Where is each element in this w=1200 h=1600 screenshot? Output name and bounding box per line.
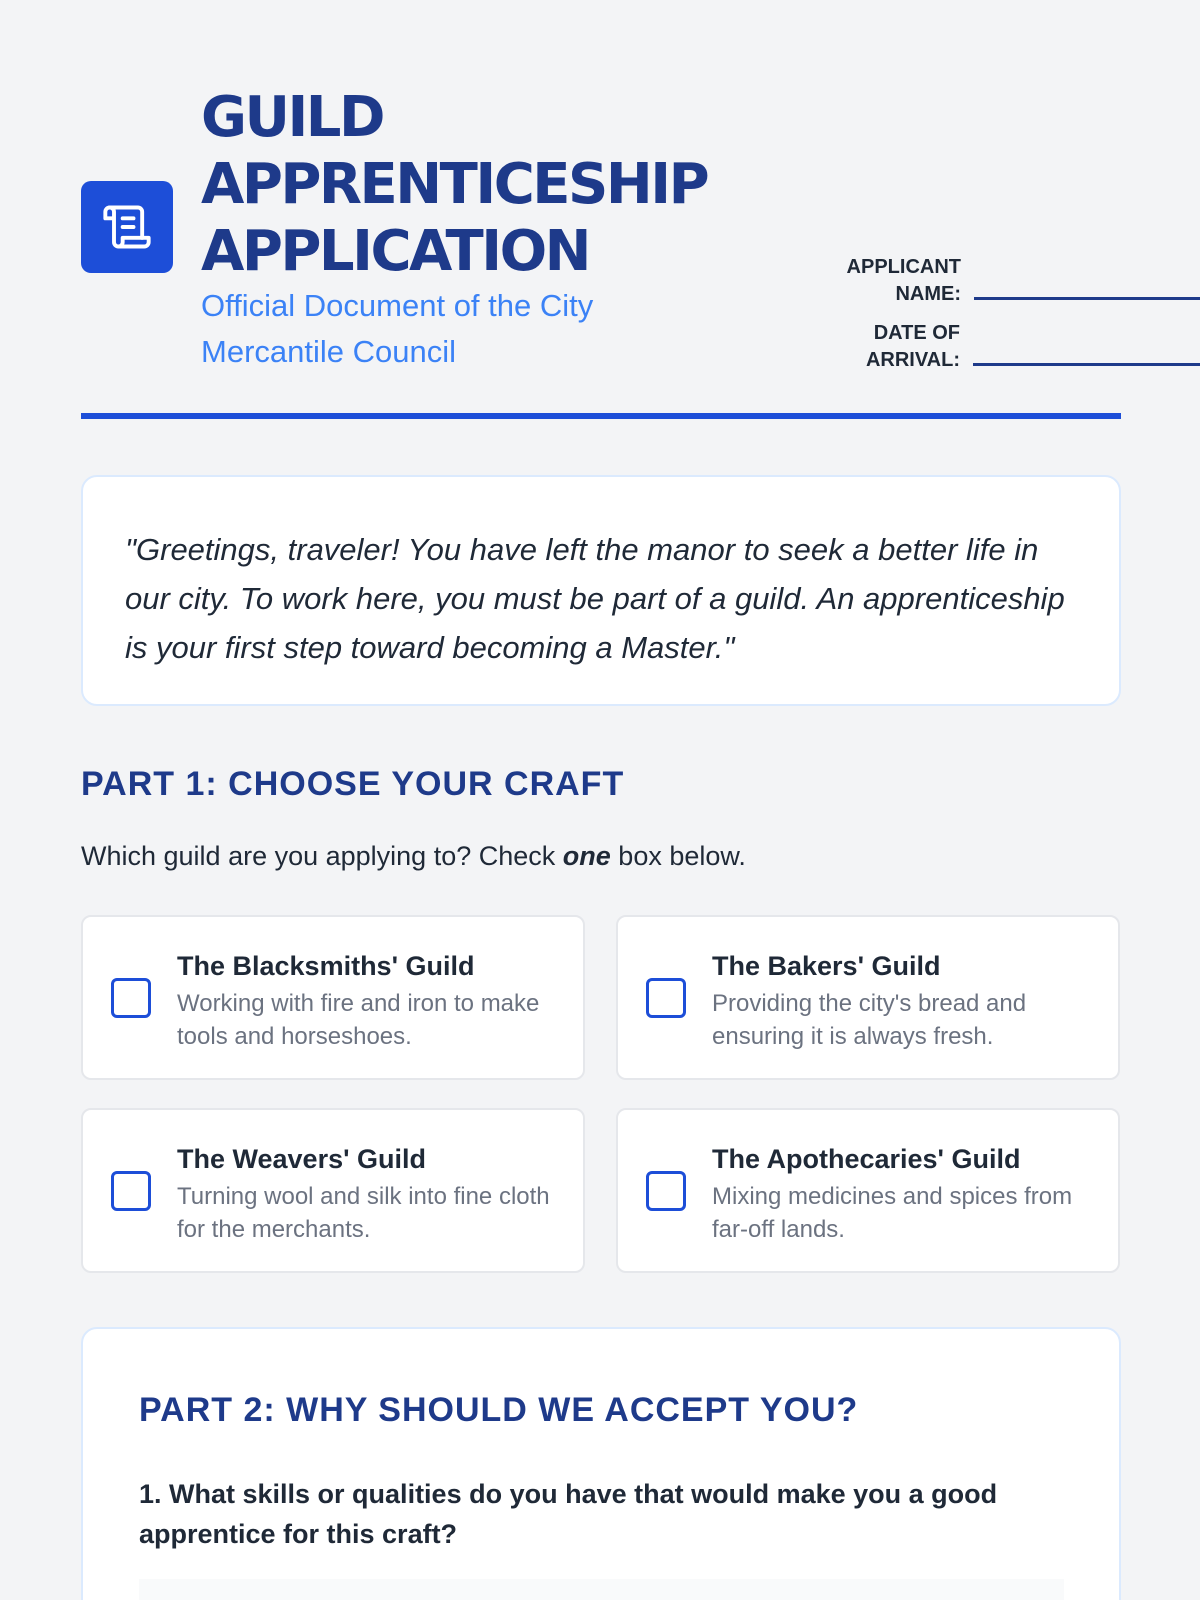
- guild-description: Turning wool and silk into fine cloth for the merchants.: [177, 1183, 550, 1243]
- applicant-name-field[interactable]: [974, 297, 1200, 300]
- application-form: [81, 0, 1121, 1549]
- answer-1-field[interactable]: [139, 1579, 1064, 1600]
- guild-checkbox[interactable]: [111, 1171, 151, 1211]
- label-line: NAME:: [895, 283, 961, 305]
- label-line: ARRIVAL:: [865, 349, 960, 371]
- intro-quote: "Greetings, traveler! You have left the manor to seek a better life in our city. To work here, you must be part of a guild. An apprenticeship is your first step toward becoming a Master.": [81, 475, 1121, 706]
- guild-option-weavers[interactable]: [81, 1108, 585, 1273]
- header-divider: [81, 413, 1121, 419]
- guild-option-bakers[interactable]: [616, 915, 1120, 1080]
- instructions-text: box below.: [610, 841, 746, 871]
- title-line: APPLICATION: [201, 219, 590, 284]
- label-line: APPLICANT: [846, 256, 961, 278]
- form-header: [81, 0, 1121, 420]
- instructions-text: Which guild are you applying to? Check: [81, 841, 563, 871]
- part2-section: [81, 1327, 1121, 1600]
- guild-description: Mixing medicines and spices from far-off lands.: [712, 1183, 1073, 1243]
- guild-name: The Apothecaries' Guild: [712, 1144, 1021, 1174]
- logo-badge: [81, 181, 173, 273]
- guild-name: The Weavers' Guild: [177, 1144, 426, 1174]
- scroll-icon: [101, 201, 153, 253]
- part1-instructions: [81, 838, 746, 874]
- guild-description: Providing the city's bread and ensuring it is always fresh.: [712, 990, 1027, 1050]
- date-of-arrival-label: [820, 320, 960, 374]
- guild-option-apothecaries[interactable]: [616, 1108, 1120, 1273]
- guild-checkbox[interactable]: [646, 1171, 686, 1211]
- guild-name: The Bakers' Guild: [712, 951, 941, 981]
- applicant-name-label: [821, 254, 961, 308]
- title-line: GUILD: [201, 85, 383, 150]
- instructions-emphasis: one: [562, 841, 611, 871]
- page-title: [201, 84, 761, 285]
- question-1: 1. What skills or qualities do you have that would make you a good apprentice for this craft?: [139, 1479, 998, 1549]
- guild-description: Working with fire and iron to make tools and horseshoes.: [177, 990, 540, 1050]
- guild-checkbox[interactable]: [646, 978, 686, 1018]
- label-line: DATE OF: [873, 322, 960, 344]
- guild-option-blacksmiths[interactable]: [81, 915, 585, 1080]
- part1-heading: PART 1: CHOOSE YOUR CRAFT: [81, 765, 625, 803]
- guild-checkbox[interactable]: [111, 978, 151, 1018]
- page-subtitle: Official Document of the City Mercantile Council: [201, 288, 594, 369]
- title-line: APPRENTICESHIP: [201, 152, 708, 217]
- guild-name: The Blacksmiths' Guild: [177, 951, 475, 981]
- date-of-arrival-field[interactable]: [973, 363, 1200, 366]
- part2-heading: PART 2: WHY SHOULD WE ACCEPT YOU?: [139, 1391, 859, 1429]
